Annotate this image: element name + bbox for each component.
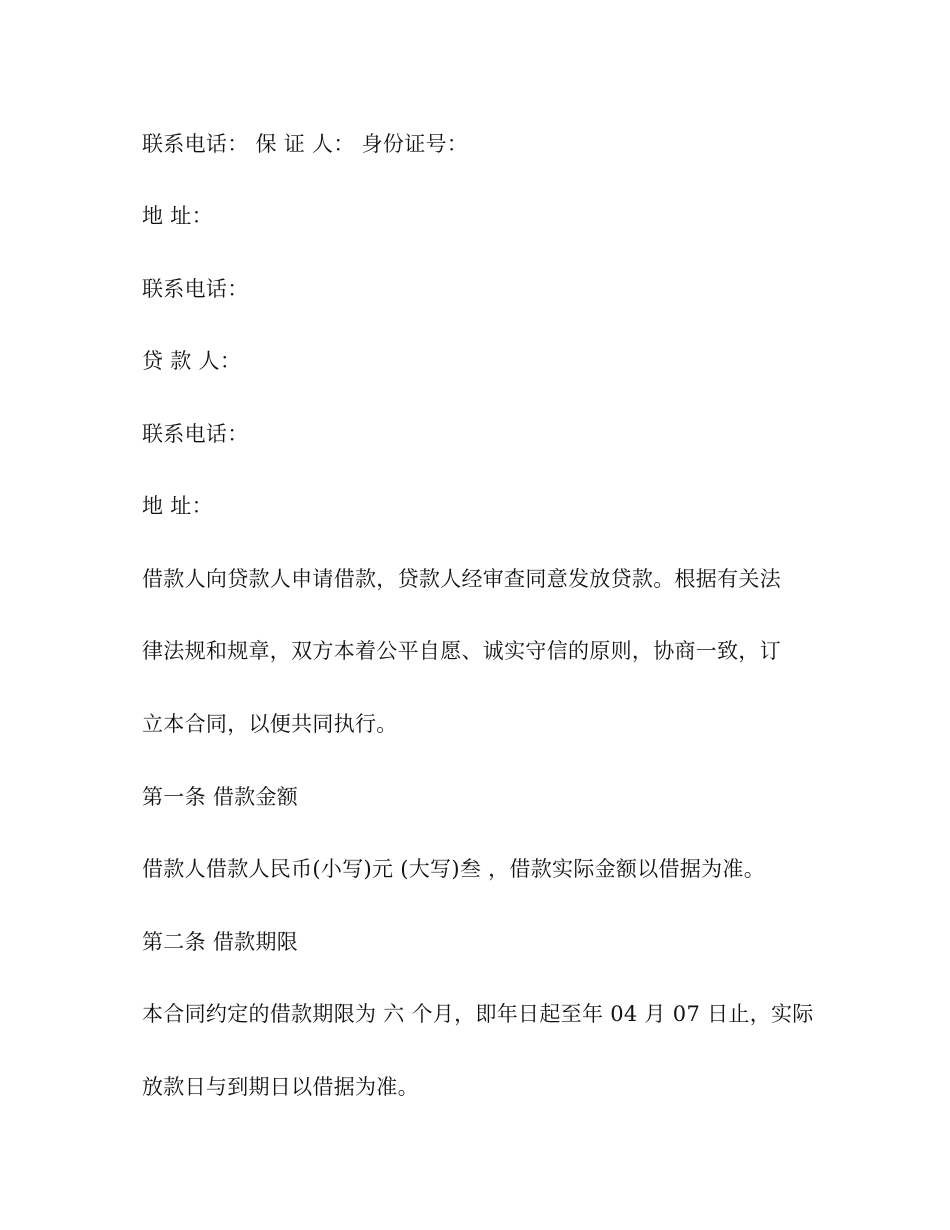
guarantor-address-line: 地 址：	[142, 204, 213, 228]
article-2-body-line-2: 放款日与到期日以借据为准。	[142, 1075, 419, 1099]
preamble-line-2: 律法规和规章，双方本着公平自愿、诚实守信的原则，协商一致，订	[142, 639, 781, 663]
guarantor-info-line: 联系电话： 保 证 人： 身份证号：	[142, 132, 469, 156]
guarantor-phone-line: 联系电话：	[142, 277, 249, 301]
article-2-body-line-1: 本合同约定的借款期限为 六 个月，即年日起至年 04 月 07 日止，实际	[142, 1002, 814, 1026]
article-2-heading: 第二条 借款期限	[142, 930, 299, 954]
preamble-line-1: 借款人向贷款人申请借款，贷款人经审查同意发放贷款。根据有关法	[142, 567, 781, 591]
preamble-line-3: 立本合同，以便共同执行。	[142, 712, 398, 736]
lender-address-line: 地 址：	[142, 494, 213, 518]
lender-phone-line: 联系电话：	[142, 422, 249, 446]
lender-line: 贷 款 人：	[142, 349, 242, 373]
article-1-heading: 第一条 借款金额	[142, 785, 299, 809]
article-1-body: 借款人借款人民币(小写)元 (大写)叁 ，借款实际金额以借据为准。	[142, 857, 766, 881]
